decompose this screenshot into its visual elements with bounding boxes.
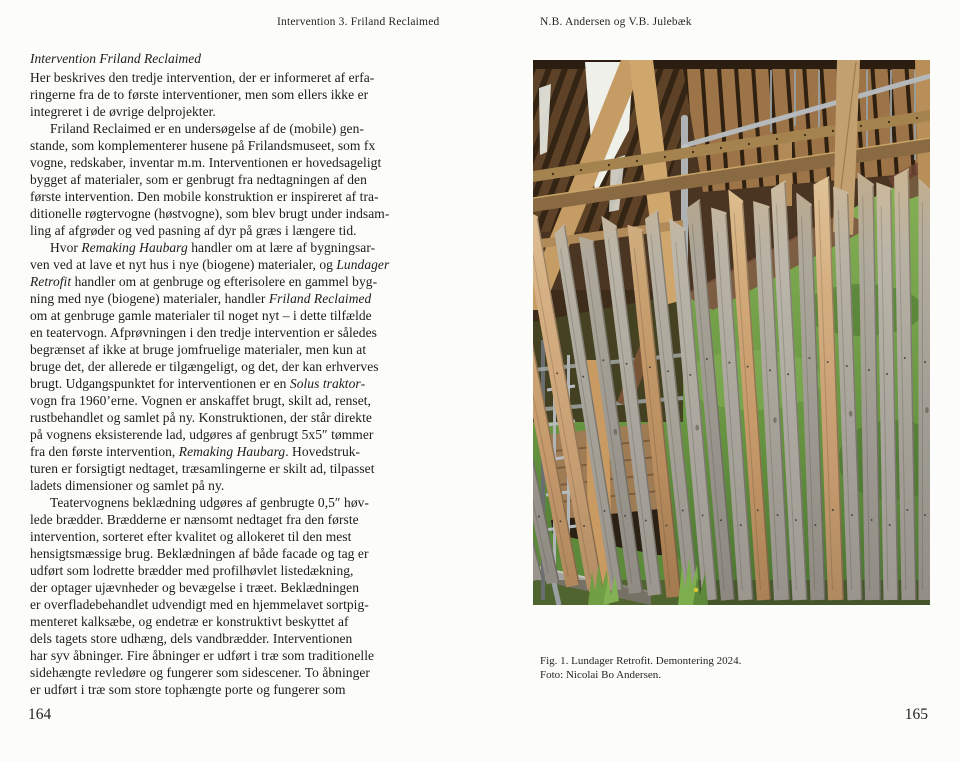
text-line: hensigtsmæssige brug. Beklædningen af både facade og tag er bbox=[30, 546, 369, 561]
running-header-right: N.B. Andersen og V.B. Julebæk bbox=[540, 16, 692, 28]
text-line: har syv åbninger. Fire åbninger er udført i træ som traditionelle bbox=[30, 648, 375, 663]
text-line: stande, som komplementerer husene på Frilandsmuseet, som fx bbox=[30, 138, 376, 153]
text-line: bruge det, der allerede er tilgængeligt, og det, der kan erhverves bbox=[30, 359, 379, 374]
running-header-left: Intervention 3. Friland Reclaimed bbox=[277, 16, 440, 28]
text-line: på vognens eksisterende lad, udgøres af genbrugt 5x5″ tømmer bbox=[30, 427, 374, 442]
figure-photo-lundager-demontering bbox=[533, 60, 930, 605]
text-line: begrænset af ikke at bruge jomfruelige materialer, men kun at bbox=[30, 342, 367, 357]
figure-photo-illustration bbox=[533, 60, 930, 605]
text-line: menteret kalksæbe, og endetræ er konstruktivt beskyttet af bbox=[30, 614, 349, 629]
text-line: intervention, sorteret efter kvalitet og allokeret til den mest bbox=[30, 529, 352, 544]
text-line: brugt. Udgangspunktet for interventionen er en Solus traktor- bbox=[30, 376, 366, 391]
text-line: første intervention. Den mobile konstruktion er inspireret af tra- bbox=[30, 189, 379, 204]
text-line: ringerne fra de to første interventioner, men som ellers ikke er bbox=[30, 87, 369, 102]
figure-caption bbox=[540, 655, 741, 682]
text-line: sidehængte revledøre og fungerer som sidescener. To åbninger bbox=[30, 665, 370, 680]
text-line: turen er forsigtigt nedtaget, træsamlingerne er skilt ad, tilpasset bbox=[30, 461, 375, 476]
text-line: ling af afgrøder og ved pasning af dyr på græs i længere tid. bbox=[30, 223, 357, 238]
text-line: er udført i træ som store tophængte porte og fungerer som bbox=[30, 682, 346, 697]
text-line: en teatervogn. Afprøvningen i den tredje intervention er således bbox=[30, 325, 377, 340]
body-text-column bbox=[30, 50, 470, 698]
text-line: vogne, redskaber, inventar m.m. Interventionen er hovedsageligt bbox=[30, 155, 382, 170]
text-line: der optager ujævnheder og bevægelse i træet. Beklædningen bbox=[30, 580, 360, 595]
text-line: integreret i de øvrige delprojekter. bbox=[30, 104, 216, 119]
text-line: bygget af materialer, som er genbrugt fra nedtagningen af den bbox=[30, 172, 367, 187]
text-line: ladets dimensioner og samlet på ny. bbox=[30, 478, 225, 493]
article-heading: Intervention Friland Reclaimed bbox=[30, 51, 201, 66]
text-line: er overfladebehandlet udvendigt med en hjemmelavet sortpig- bbox=[30, 597, 369, 612]
text-line: om at genbruge gamle materialer til noget nyt – i dette tilfælde bbox=[30, 308, 372, 323]
text-line: Friland Reclaimed er en undersøgelse af de (mobile) gen- bbox=[50, 121, 364, 136]
text-line: Teatervognens beklædning udgøres af genbrugte 0,5″ høv- bbox=[50, 495, 369, 510]
body-paragraphs bbox=[30, 69, 470, 698]
text-line: rustbehandlet og samlet på ny. Konstruktionen, der står direkte bbox=[30, 410, 372, 425]
text-line: udført som lodrette brædder med profilhøvlet listedækning, bbox=[30, 563, 354, 578]
page-number-left: 164 bbox=[28, 706, 52, 723]
figure-caption-line1: Fig. 1. Lundager Retrofit. Demontering 2024. bbox=[540, 655, 742, 667]
text-line: Retrofit handler om at genbruge og efterisolere en gammel byg- bbox=[30, 274, 378, 289]
text-line: ning med nye (biogene) materialer, handler Friland Reclaimed bbox=[30, 291, 372, 306]
text-line: ven ved at lave et nyt hus i nye (biogene) materialer, og Lundager bbox=[30, 257, 390, 272]
text-line: lede brædder. Brædderne er nænsomt nedtaget fra den første bbox=[30, 512, 359, 527]
text-line: ditionelle røgtervogne (høstvogne), som blev brugt under indsam- bbox=[30, 206, 390, 221]
text-line: Her beskrives den tredje intervention, der er informeret af erfa- bbox=[30, 70, 375, 85]
text-line: fra den første intervention, Remaking Haubarg. Hovedstruk- bbox=[30, 444, 361, 459]
page-number-right: 165 bbox=[904, 706, 928, 723]
figure-caption-line2: Foto: Nicolai Bo Andersen. bbox=[540, 668, 661, 681]
text-line: Hvor Remaking Haubarg handler om at lære af bygningsar- bbox=[50, 240, 376, 255]
text-line: vogn fra 1960’erne. Vognen er anskaffet brugt, skilt ad, renset, bbox=[30, 393, 371, 408]
text-line: dels tagets store udhæng, dels vandbrædder. Interventionen bbox=[30, 631, 353, 646]
